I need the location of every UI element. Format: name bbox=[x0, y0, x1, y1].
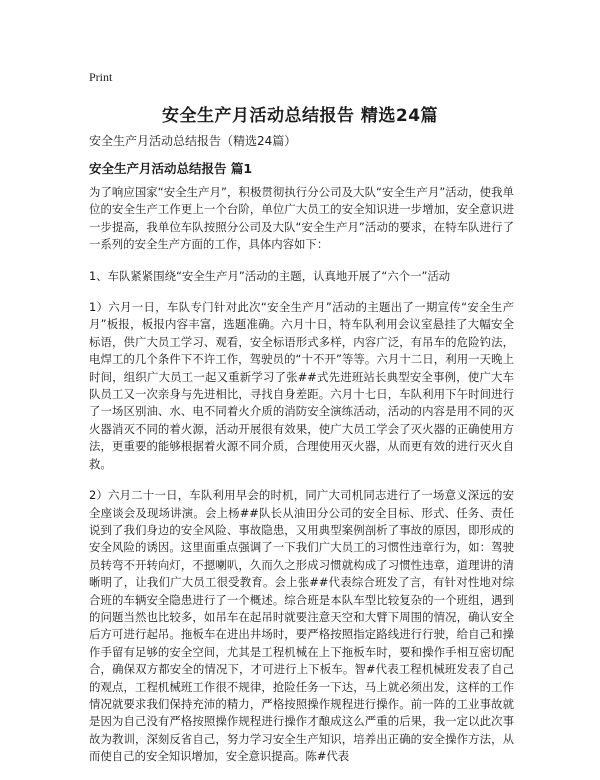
paragraph-intro: 为了响应国家“安全生产月”，积极贯彻执行分公司及大队“安全生产月”活动，使我单位的安全生产工作更上一个台阶，单位广大员工的安全知识进一步增加，安全意识进一步提高，我单位车队按照分公司及大队“安全生产月”活动的要求，在特车队进行了一系列的安全生产方面的工作，具体内容如下： bbox=[89, 185, 514, 252]
paragraph-point-1: 1、车队紧紧围绕“安全生产月”活动的主题，认真地开展了“六个一”活动 bbox=[89, 268, 451, 283]
paragraph-item-1: 1）六月一日，车队专门针对此次“安全生产月”活动的主题出了一期宣传“安全生产月”板报，板报内容丰富，选题准确。六月十日，特车队利用会议室悬挂了大幅安全标语，供广大员工学习、观看，安全标语形式多样，内容广泛，有吊车的危险钓法，电焊工的几个条件下不许工作，驾驶员的“十不开”等等。六月十二日，利用一天晚上时间，组织广大员工一起又重新学习了张##式先进班站长典型安全事例，使广大车队员工又一次亲身与先进相比，寻找自身差距。六月十七日，车队利用下午时间进行了一场区别油、水、电不同着火介质的消防安全演练活动，活动的内容是用不同的灭火器消灭不同的着火源，活动开展很有效果，使广大员工学会了灭火器的正确使用方法，更重要的能够根据着火源不同介质，合理使用灭火器，从而更有效的进行灭火自救。 bbox=[89, 300, 514, 471]
document-subtitle: 安全生产月活动总结报告（精选24篇） bbox=[89, 134, 297, 148]
paragraph-item-2: 2）六月二十一日，车队利用早会的时机，同广大司机同志进行了一场意义深远的安全座谈会及现场讲演。会上杨##队长从油田分公司的安全目标、形式、任务、责任说到了我们身边的安全风险、事故隐患，又用典型案例剖析了事故的原因，即形成的安全风险的诱因。这里面重点强调了一下我们广大员工的习惯性违章行为，如：驾驶员转弯不开转向灯，不摁喇叭，久而久之形成习惯就构成了习惯性违章，道理讲的清晰明了，让我们广大员工很受教育。会上张##代表综合班发了言，有针对性地对综合班的车辆安全隐患进行了一个概述。综合班是本队车型比较复杂的一个班组，遇到的问题当然也比较多，如吊车在起吊时就要注意天空和大臂下周围的情况，确认安全后方可进行起吊。拖板车在进出井场时，要严格按照指定路线进行行驶，给自己和操作手留有足够的安全空间，尤其是工程机械在上下拖板车时，要和操作手相互密切配合，确保双方都安全的情况下，才可进行上下板车。智#代表工程机械班发表了自己的观点，工程机械班工作很不规律，抢险任务一下达，马上就必须出发，这样的工作情况就要求我们保持充沛的精力，严格按照操作规程进行操作。前一阵的工业事故就是因为自己没有严格按照操作规程进行操作才酿成这么严重的后果，我一定以此次事故为教训，深刻反省自己，努力学习安全生产知识，培养出正确的安全操作方法，从而使自己的安全知识增加，安全意识提高。陈#代表 bbox=[89, 488, 514, 764]
section-heading: 安全生产月活动总结报告 篇1 bbox=[89, 161, 253, 176]
page-title: 安全生产月活动总结报告 精选24篇 bbox=[161, 106, 439, 126]
document-body bbox=[89, 184, 514, 780]
print-link[interactable]: Print bbox=[89, 70, 113, 84]
